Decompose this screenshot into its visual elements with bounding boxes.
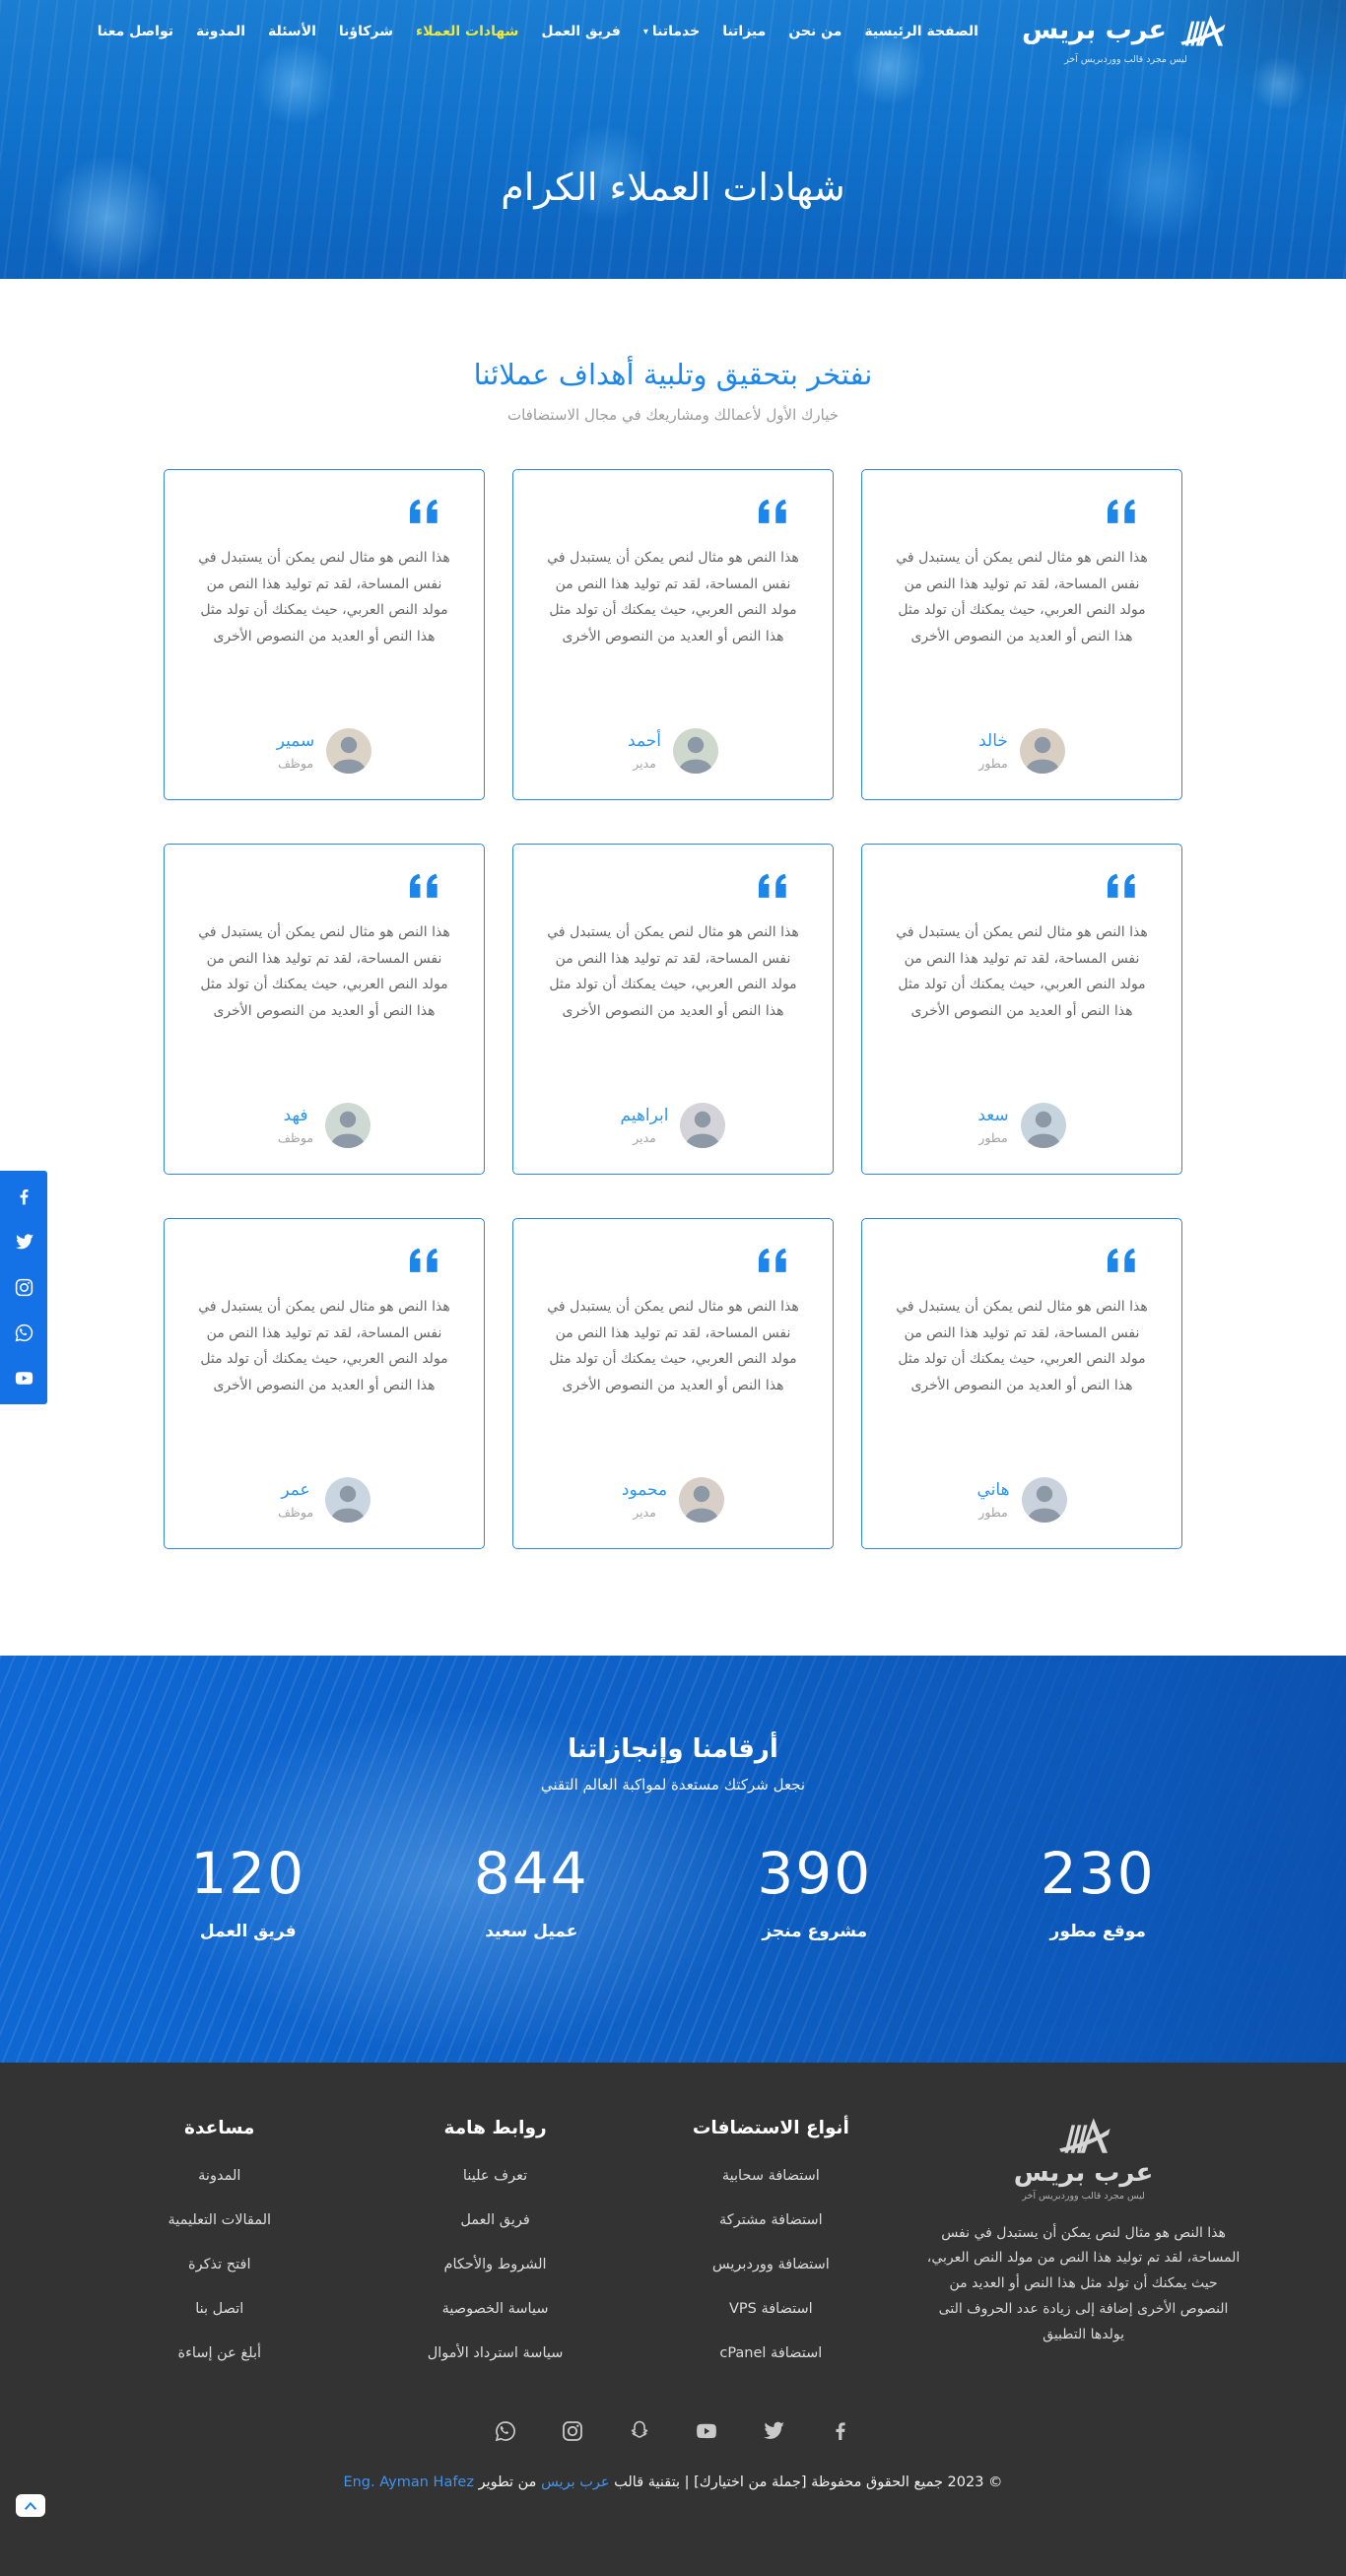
nav-item[interactable] [788,24,841,39]
testimonial-author [890,1103,1154,1148]
nav-item[interactable] [98,24,173,39]
snapchat-link[interactable] [628,2419,651,2443]
person-silhouette-icon [325,1477,370,1523]
twitter-link[interactable] [762,2419,785,2443]
testimonial-text: هذا النص هو مثال لنص يمكن أن يستبدل في نفس المساحة، لقد تم توليد هذا النص من مولد النص العربي، حيث يمكنك أن تولد مثل هذا النص أو العديد من النصوص الأخرى [547,924,799,1019]
stat-label: عميل سعيد [485,1922,578,1941]
footer-column-title: روابط هامة [443,2118,547,2138]
testimonial-author [541,1477,805,1523]
author-identity [278,1480,313,1520]
youtube-link[interactable] [14,1368,34,1389]
footer-link[interactable]: فريق العمل [460,2212,530,2228]
whatsapp-link[interactable] [494,2419,517,2443]
nav-item-label: شهادات العملاء [416,24,519,39]
author-identity [978,731,1008,771]
nav-item[interactable] [268,24,316,39]
author-name: محمود [621,1480,668,1500]
copyright-text: من تطوير [478,2474,537,2490]
author-role: مدير [633,1130,656,1145]
testimonial-author [541,728,805,774]
footer-logo[interactable] [917,2112,1249,2202]
footer-link[interactable]: استضافة سحابية [721,2168,820,2184]
testimonial-author [890,1477,1154,1523]
brand-logo-icon [1175,10,1230,51]
author-name: خالد [978,731,1008,751]
nav-item-label: فريق العمل [541,24,621,39]
testimonial-card [512,469,834,800]
nav-item[interactable] [864,24,978,39]
footer-link[interactable]: استضافة cPanel [719,2345,823,2361]
facebook-icon [14,1186,34,1207]
instagram-link[interactable] [561,2419,584,2443]
facebook-icon [829,2419,852,2443]
brand-name: عرب بريس [1013,2158,1154,2188]
stat-item [106,1840,390,1941]
person-silhouette-icon [1022,1477,1067,1523]
nav-item[interactable] [416,24,518,39]
author-role: موظف [277,1130,314,1145]
copyright-text: © 2023 جميع الحقوق محفوظة [جملة من اختيارك] | بتقنية قالب [614,2474,1003,2490]
stat-value: 390 [757,1840,873,1907]
author-identity [976,1480,1009,1520]
footer-links-column [367,2112,625,2390]
stats-title: أرقامنا وإنجازاتنا [568,1734,778,1764]
person-silhouette-icon [680,1103,725,1148]
page-title: شهادات العملاء الكرام [501,166,845,210]
footer-column-title: مساعدة [184,2118,255,2138]
snapchat-icon [628,2419,651,2443]
whatsapp-icon [494,2419,517,2443]
nav-item[interactable] [722,24,766,39]
footer-about-text: هذا النص هو مثال لنص يمكن أن يستبدل في نفس المساحة، لقد تم توليد هذا النص من مولد النص العربي، حيث يمكنك أن تولد مثل هذا النص أو العديد من النصوص الأخرى إضافة إلى زيادة عدد الحروف التى يولدها التطبيق [926,2224,1241,2343]
whatsapp-link[interactable] [14,1322,34,1343]
nav-item-label: خدماتنا [651,24,701,39]
testimonial-card [512,844,834,1175]
avatar [680,1103,725,1148]
avatar [325,1477,370,1523]
person-silhouette-icon [1020,728,1065,774]
testimonial-card [512,1218,834,1549]
brand-tagline: ليس مجرد قالب ووردبريس آخر [1022,2190,1145,2202]
testimonial-text: هذا النص هو مثال لنص يمكن أن يستبدل في نفس المساحة، لقد تم توليد هذا النص من مولد النص العربي، حيث يمكنك أن تولد مثل هذا النص أو العديد من النصوص الأخرى [547,1299,799,1393]
twitter-icon [762,2419,785,2443]
quote-icon [1103,498,1140,525]
author-identity [622,1480,667,1520]
testimonial-card [164,469,485,800]
author-name: فهد [283,1106,308,1125]
author-identity [621,1106,669,1145]
testimonial-text: هذا النص هو مثال لنص يمكن أن يستبدل في نفس المساحة، لقد تم توليد هذا النص من مولد النص العربي، حيث يمكنك أن تولد مثل هذا النص أو العديد من النصوص الأخرى [896,1299,1148,1393]
testimonial-author [541,1103,805,1148]
person-silhouette-icon [326,728,371,774]
copyright-bar [0,2474,1346,2490]
testimonials-section [0,279,1346,1656]
whatsapp-icon [14,1322,34,1343]
author-name: أحمد [628,731,661,751]
nav-item[interactable] [541,24,620,39]
person-silhouette-icon [325,1103,370,1148]
scroll-to-top-button[interactable] [16,2494,45,2517]
testimonial-text: هذا النص هو مثال لنص يمكن أن يستبدل في نفس المساحة، لقد تم توليد هذا النص من مولد النص العربي، حيث يمكنك أن تولد مثل هذا النص أو العديد من النصوص الأخرى [896,924,1148,1019]
main-nav [0,0,1346,65]
person-silhouette-icon [673,728,718,774]
footer-link[interactable]: استضافة ووردبريس [711,2257,830,2272]
quote-icon [405,1247,442,1274]
avatar [1022,1477,1067,1523]
footer-hosting-column [648,2112,895,2390]
stat-value: 120 [190,1840,306,1907]
person-silhouette-icon [1021,1103,1066,1148]
stat-item [673,1840,957,1941]
testimonial-card [164,844,485,1175]
footer-link[interactable]: أبلغ عن إساءة [177,2345,262,2361]
stat-label: مشروع منجز [762,1922,868,1941]
testimonials-grid [164,469,1182,1549]
testimonial-text: هذا النص هو مثال لنص يمكن أن يستبدل في نفس المساحة، لقد تم توليد هذا النص من مولد النص العربي، حيث يمكنك أن تولد مثل هذا النص أو العديد من النصوص الأخرى [198,924,450,1019]
hero-section [0,0,1346,279]
chevron-down-icon: ▾ [642,27,648,37]
quote-icon [405,872,442,900]
avatar [1021,1103,1066,1148]
nav-item[interactable] [643,24,700,39]
footer-link[interactable]: استضافة VPS [728,2301,813,2317]
stat-item [957,1840,1241,1941]
section-heading: نفتخر بتحقيق وتلبية أهداف عملائنا [473,358,873,391]
footer-links-list [367,2168,625,2361]
author-name: سمير [276,731,315,751]
nav-item[interactable] [339,24,393,39]
author-role: مطور [978,1130,1008,1145]
twitter-icon [14,1232,34,1253]
author-name: سعد [977,1106,1009,1125]
youtube-link[interactable] [695,2419,718,2443]
avatar [1020,728,1065,774]
author-role: مطور [978,756,1008,771]
stat-value: 230 [1040,1840,1156,1907]
testimonial-text: هذا النص هو مثال لنص يمكن أن يستبدل في نفس المساحة، لقد تم توليد هذا النص من مولد النص العربي، حيث يمكنك أن تولد مثل هذا النص أو العديد من النصوص الأخرى [896,550,1148,644]
testimonial-author [192,1103,456,1148]
author-role: مدير [633,1505,656,1520]
footer-hosting-list [648,2168,895,2361]
nav-menu [98,24,978,39]
testimonial-text: هذا النص هو مثال لنص يمكن أن يستبدل في نفس المساحة، لقد تم توليد هذا النص من مولد النص العربي، حيث يمكنك أن تولد مثل هذا النص أو العديد من النصوص الأخرى [198,550,450,644]
quote-icon [754,498,791,525]
footer-link[interactable]: الشروط والأحكام [443,2257,547,2272]
testimonial-text: هذا النص هو مثال لنص يمكن أن يستبدل في نفس المساحة، لقد تم توليد هذا النص من مولد النص العربي، حيث يمكنك أن تولد مثل هذا النص أو العديد من النصوص الأخرى [198,1299,450,1393]
quote-icon [754,872,791,900]
developer-link[interactable]: Eng. Ayman Hafez [343,2474,474,2490]
youtube-icon [14,1368,34,1389]
avatar [326,728,371,774]
footer-about-column [917,2112,1249,2390]
footer-link[interactable]: سياسة الخصوصية [441,2301,549,2317]
stats-section [0,1656,1346,2063]
testimonial-card [861,469,1182,800]
author-name: هاني [976,1480,1010,1500]
footer [0,2063,1346,2576]
testimonial-card [861,1218,1182,1549]
footer-help-list [97,2168,343,2361]
author-identity [277,731,315,771]
instagram-icon [561,2419,584,2443]
nav-item[interactable] [196,24,245,39]
person-silhouette-icon [679,1477,724,1523]
footer-column-title: أنواع الاستضافات [692,2118,849,2138]
facebook-link[interactable] [14,1186,34,1207]
stats-subtitle: نجعل شركتك مستعدة لمواكبة العالم التقني [540,1776,806,1794]
nav-item-label: تواصل معنا [97,24,174,39]
facebook-link[interactable] [829,2419,852,2443]
nav-item-label: من نحن [788,24,842,39]
testimonial-text: هذا النص هو مثال لنص يمكن أن يستبدل في نفس المساحة، لقد تم توليد هذا النص من مولد النص العربي، حيث يمكنك أن تولد مثل هذا النص أو العديد من النصوص الأخرى [547,550,799,644]
nav-item-label: الصفحة الرئيسية [864,24,978,39]
nav-item-label: المدونة [196,24,245,39]
testimonial-card [861,844,1182,1175]
stat-label: موقع مطور [1049,1922,1146,1941]
testimonial-author [192,728,456,774]
section-subheading: خيارك الأول لأعمالك ومشاريعك في مجال الاستضافات [506,406,840,424]
stat-item [390,1840,674,1941]
author-name: ابراهيم [620,1106,669,1125]
footer-link[interactable]: سياسة استرداد الأموال [427,2345,564,2361]
nav-item-label: ميزاتنا [722,24,767,39]
author-role: مدير [633,756,656,771]
footer-link[interactable]: المدونة [198,2168,241,2184]
quote-icon [405,498,442,525]
nav-item-label: الأسئلة [268,24,316,39]
author-identity [278,1106,313,1145]
stats-grid [106,1840,1240,1941]
quote-icon [1103,872,1140,900]
testimonial-author [890,728,1154,774]
footer-link[interactable]: استضافة مشتركة [719,2212,823,2228]
avatar [325,1103,370,1148]
author-role: موظف [277,1505,314,1520]
footer-columns [97,2112,1249,2390]
avatar [673,728,718,774]
youtube-icon [695,2419,718,2443]
nav-item-label: شركاؤنا [338,24,394,39]
footer-link[interactable]: المقالات التعليمية [168,2212,272,2228]
instagram-icon [14,1277,34,1298]
footer-social-row [0,2419,1346,2443]
brand-name: عرب بريس [1021,15,1167,46]
theme-link[interactable]: عرب بريس [541,2474,610,2490]
author-role: موظف [277,756,314,771]
quote-icon [754,1247,791,1274]
footer-link[interactable]: اتصل بنا [195,2301,244,2317]
stat-value: 844 [473,1840,589,1907]
brand-logo-icon [1052,2112,1115,2159]
testimonial-card [164,1218,485,1549]
stat-label: فريق العمل [199,1922,297,1941]
site-logo[interactable] [1022,10,1230,65]
author-role: مطور [978,1505,1008,1520]
avatar [679,1477,724,1523]
instagram-link[interactable] [14,1277,34,1298]
footer-link[interactable]: تعرف علينا [462,2168,528,2184]
author-identity [977,1106,1008,1145]
side-social-bar [0,1171,47,1404]
brand-tagline: ليس مجرد قالب ووردبريس آخر [1064,54,1187,65]
author-identity [628,731,661,771]
quote-icon [1103,1247,1140,1274]
chevron-up-icon [23,2500,38,2512]
footer-link[interactable]: افتح تذكرة [188,2257,251,2272]
twitter-link[interactable] [14,1232,34,1253]
testimonial-author [192,1477,456,1523]
footer-help-column [97,2112,343,2390]
author-name: عمر [281,1480,310,1500]
